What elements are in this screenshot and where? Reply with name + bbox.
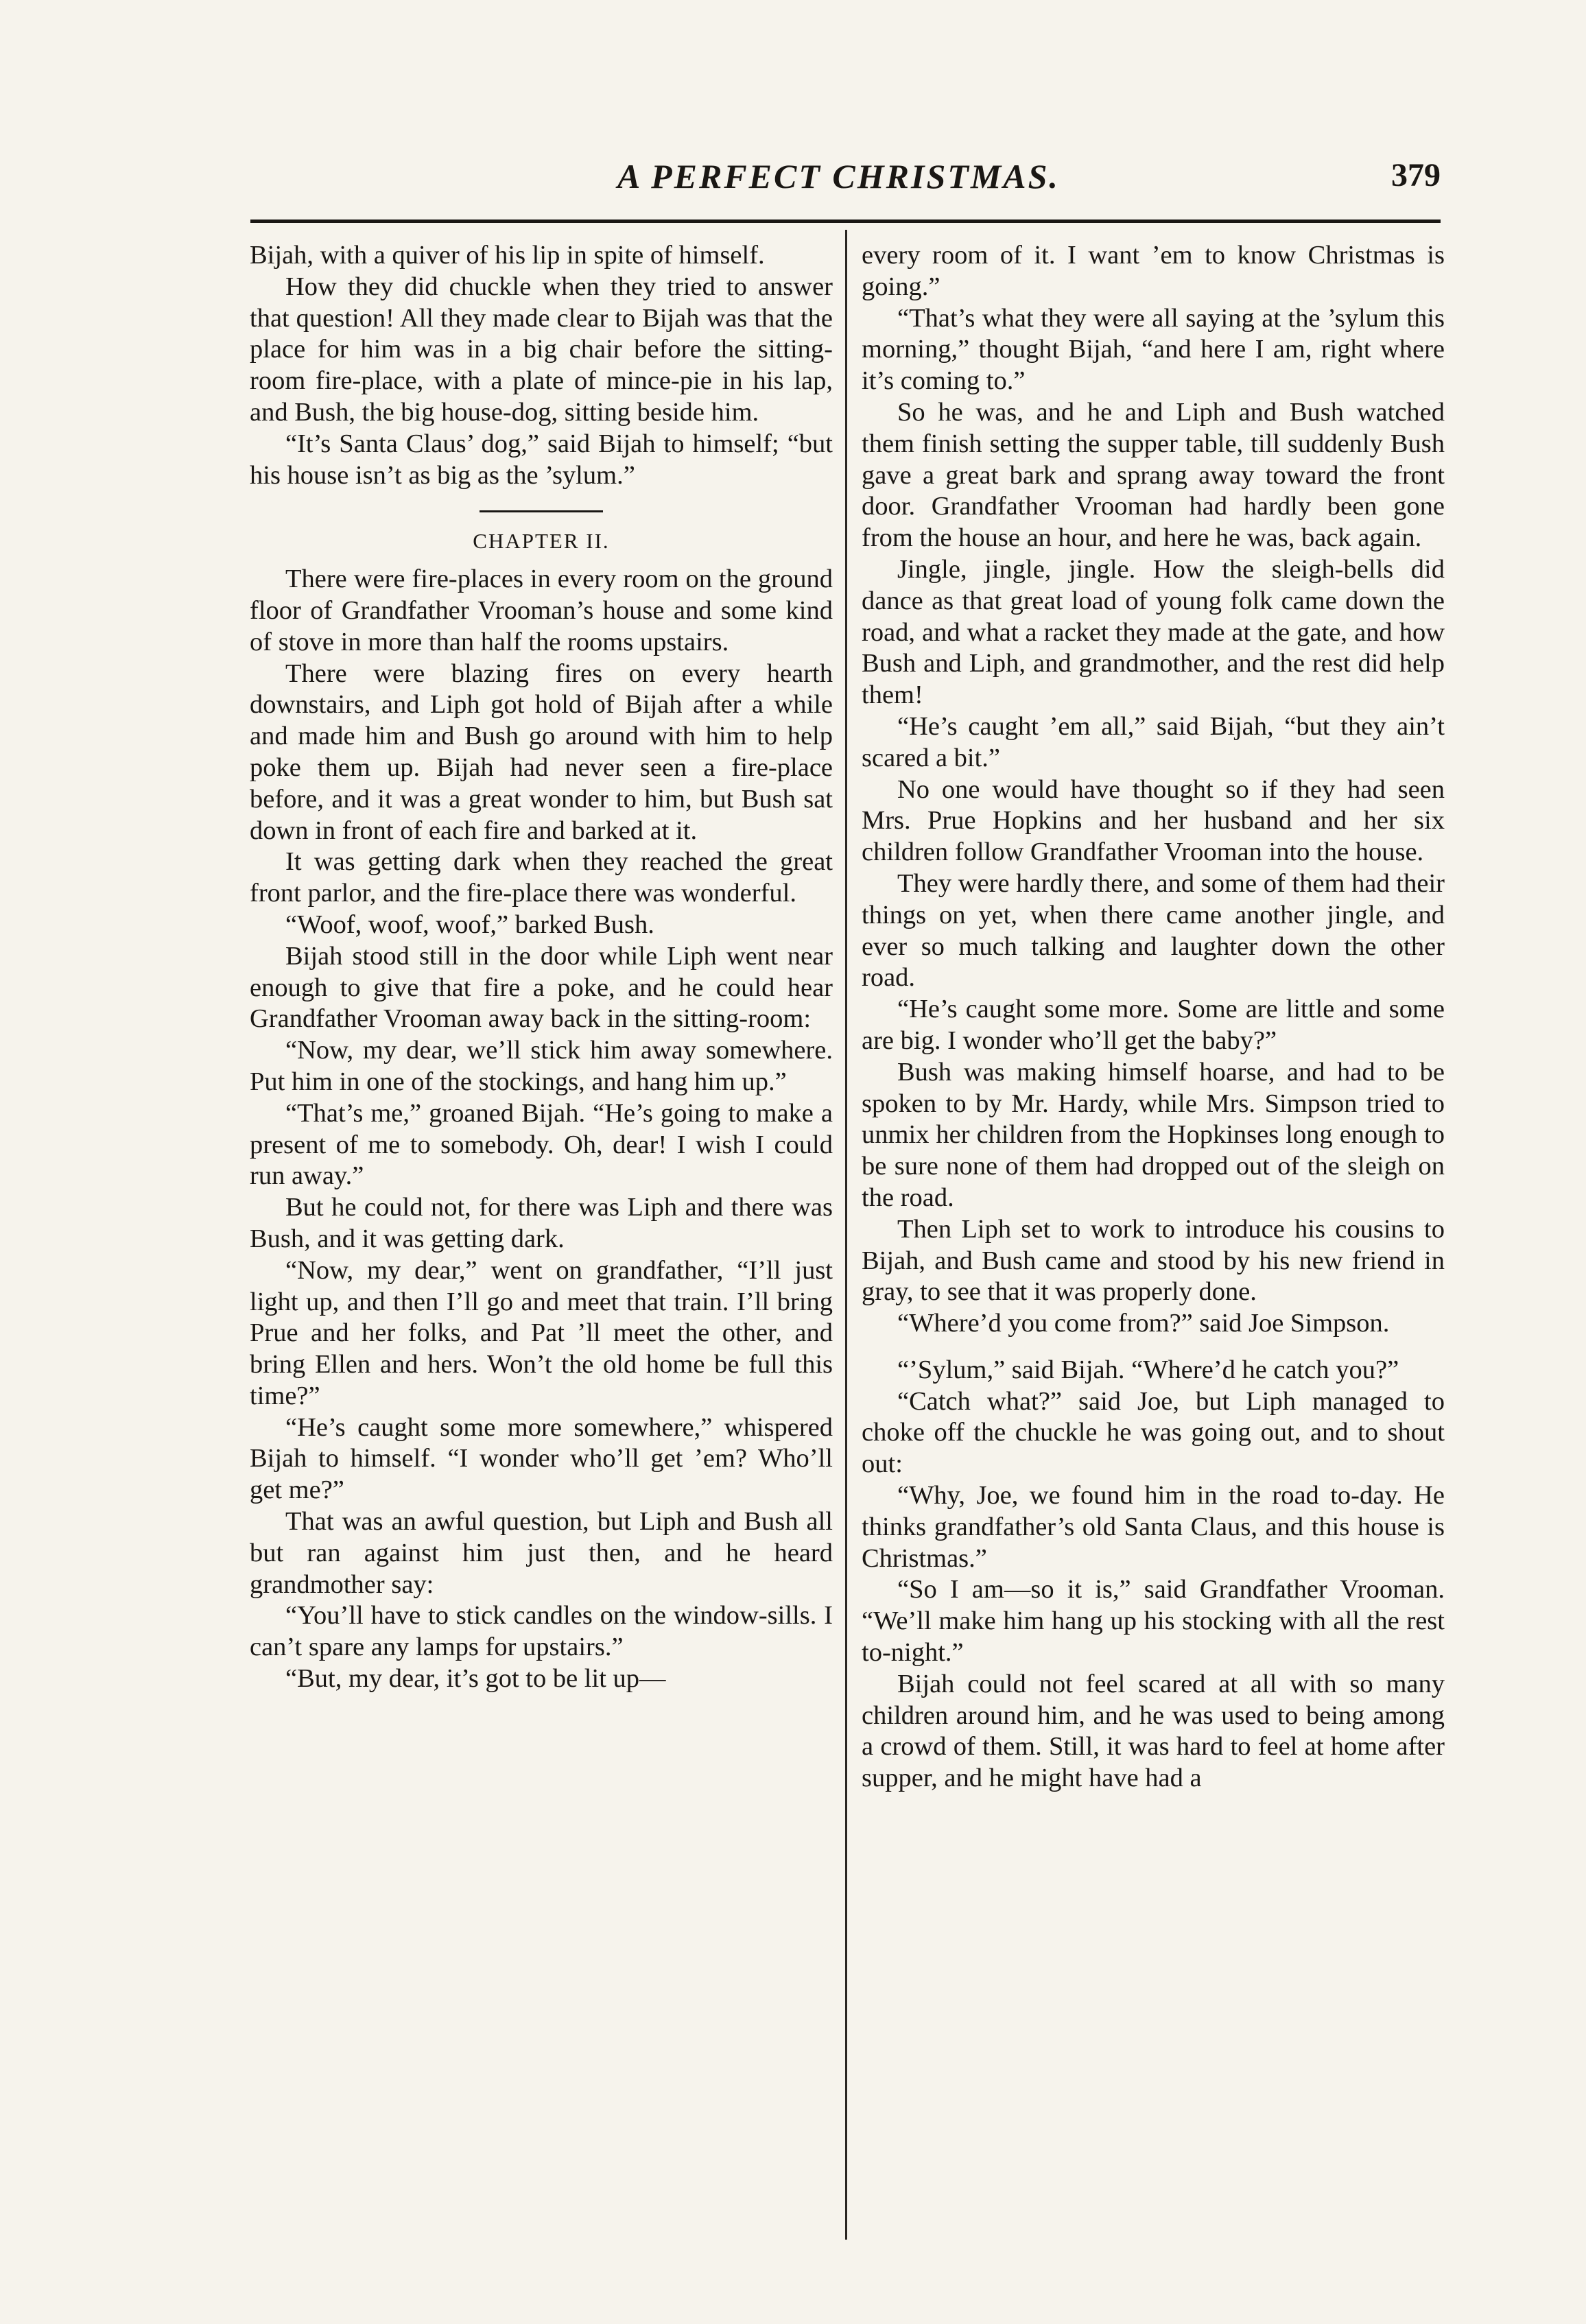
paragraph: But he could not, for there was Liph and there was Bush, and it was getting dark. <box>250 1193 833 1253</box>
paragraph: “So I am—so it is,” said Grandfather Vrooman. “We’ll make him hang up his stocking with all the rest to-night.” <box>862 1575 1445 1668</box>
paragraph: So he was, and he and Liph and Bush watched them finish setting the supper table, till suddenly Bush gave a great bark and sprang away toward the front door. Grandfather Vrooman had hardly been gone from the house an hour, and here he was, back again. <box>862 397 1445 553</box>
paragraph: “That’s me,” groaned Bijah. “He’s going to make a present of me to somebody. Oh, dear! I wish I could run away.” <box>250 1098 833 1191</box>
paragraph: “He’s caught ’em all,” said Bijah, “but they ain’t scared a bit.” <box>862 711 1445 772</box>
paragraph: Bush was making himself hoarse, and had to be spoken to by Mr. Hardy, while Mrs. Simpson tried to unmix her children from the Hopkinses long enough to be sure none of them had dropped out of the sleigh on the road. <box>862 1057 1445 1212</box>
chapter-rule <box>480 510 603 512</box>
paragraph: “That’s what they were all saying at the ’sylum this morning,” thought Bijah, “and here I am, right where it’s coming to.” <box>862 303 1445 396</box>
paragraph: They were hardly there, and some of them had their things on yet, when there came another jingle, and ever so much talking and laughter down the other road. <box>862 868 1445 993</box>
paragraph: Jingle, jingle, jingle. How the sleigh-bells did dance as that great load of young folk came down the road, and what a racket they made at the gate, and how Bush and Liph, and grandmother, and the rest did help them! <box>862 554 1445 710</box>
paragraph: How they did chuckle when they tried to answer that question! All they made clear to Bijah was that the place for him was in a big chair before the sitting-room fire-place, with a plate of mince-pie in his lap, and Bush, the big house-dog, sitting beside him. <box>250 272 833 427</box>
paragraph: “Why, Joe, we found him in the road to-day. He thinks grandfather’s old Santa Claus, and this house is Christmas.” <box>862 1481 1445 1573</box>
paragraph: “He’s caught some more. Some are little and some are big. I wonder who’ll get the baby?” <box>862 995 1445 1055</box>
paragraph: “Woof, woof, woof,” barked Bush. <box>285 910 654 939</box>
paragraph: “’Sylum,” said Bijah. “Where’d he catch you?” <box>897 1355 1399 1384</box>
paragraph: Then Liph set to work to introduce his cousins to Bijah, and Bush came and stood by his new friend in gray, to see that it was properly done. <box>862 1214 1445 1307</box>
paragraph: “Now, my dear, we’ll stick him away somewhere. Put him in one of the stockings, and hang him up.” <box>250 1036 833 1096</box>
paragraph: every room of it. I want ’em to know Christmas is going.” <box>862 241 1445 301</box>
paragraph: That was an awful question, but Liph and Bush all but ran against him just then, and he heard grandmother say: <box>250 1507 833 1599</box>
paragraph: No one would have thought so if they had seen Mrs. Prue Hopkins and her husband and her six children follow Grandfather Vrooman into the house. <box>862 774 1445 867</box>
paragraph: Bijah, with a quiver of his lip in spite of himself. <box>250 241 765 270</box>
paragraph: There were fire-places in every room on the ground floor of Grandfather Vrooman’s house and some kind of stove in more than half the rooms upstairs. <box>250 565 833 656</box>
column-divider <box>845 230 847 2240</box>
page-number: 379 <box>1391 157 1441 193</box>
paragraph: Bijah stood still in the door while Liph went near enough to give that fire a poke, and he could hear Grandfather Vrooman away back in the sitting-room: <box>250 941 833 1034</box>
running-header <box>247 156 1441 204</box>
right-column <box>862 240 1445 1794</box>
paragraph: “He’s caught some more somewhere,” whispered Bijah to himself. “I wonder who’ll get ’em? Who’ll get me?” <box>250 1412 833 1505</box>
paragraph: “You’ll have to stick candles on the window-sills. I can’t spare any lamps for upstairs.” <box>250 1601 833 1662</box>
running-title: A PERFECT CHRISTMAS. <box>617 157 1060 195</box>
left-column <box>250 240 833 1695</box>
paragraph: “Catch what?” said Joe, but Liph managed to choke off the chuckle he was going out, and to shout out: <box>862 1386 1445 1479</box>
paragraph: It was getting dark when they reached the great front parlor, and the fire-place there was wonderful. <box>250 847 833 908</box>
paragraph: “It’s Santa Claus’ dog,” said Bijah to himself; “but his house isn’t as big as the ’sylum.” <box>250 429 833 490</box>
paragraph: “Where’d you come from?” said Joe Simpson. <box>897 1309 1390 1338</box>
paragraph: There were blazing fires on every hearth downstairs, and Liph got hold of Bijah after a while and made him and Bush go around with him to help poke them up. Bijah had never seen a fire-place before, and it was a great wonder to him, but Bush sat down in front of each fire and barked at it. <box>250 659 833 845</box>
paragraph: Bijah could not feel scared at all with so many children around him, and he was used to being among a crowd of them. Still, it was hard to feel at home after supper, and he might have had a <box>862 1669 1445 1793</box>
paragraph: “Now, my dear,” went on grandfather, “I’ll just light up, and then I’ll go and meet that train. I’ll bring Prue and her folks, and Pat ’ll meet the other, and bring Ellen and hers. Won’t the old home be full this time?” <box>250 1255 833 1410</box>
header-rule <box>250 220 1441 223</box>
chapter-heading: CHAPTER II. <box>473 529 610 554</box>
chapter-break <box>250 510 833 557</box>
paragraph: “But, my dear, it’s got to be lit up— <box>285 1664 666 1694</box>
